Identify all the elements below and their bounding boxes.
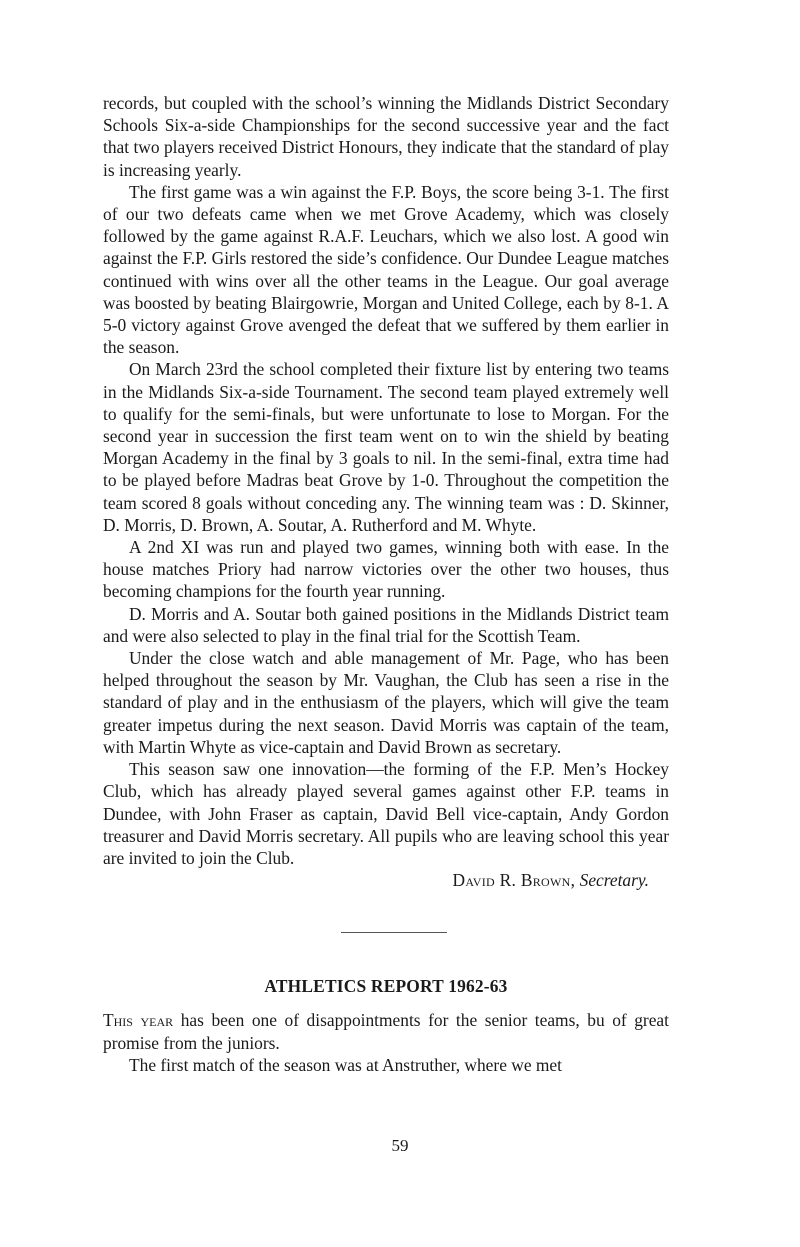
athletics-paragraph-1 xyxy=(103,1009,669,1053)
hockey-paragraph-5: D. Morris and A. Soutar both gained positions in the Midlands District team and were also selected to play in the final trial for the Scottish Team. xyxy=(103,603,669,646)
athletics-lead-caps: This year xyxy=(103,1010,174,1031)
hockey-paragraph-1: records, but coupled with the school’s winning the Midlands District Secondary Schools Six-a-side Championships for the second successive year and the fact that two players received District Honours, they indicate that the standard of play is increasing yearly. xyxy=(103,93,669,180)
hockey-paragraph-7: This season saw one innovation—the forming of the F.P. Men’s Hockey Club, which has already played several games against other F.P. teams in Dundee, with John Fraser as captain, David Bell vice-captain, Andy Gordon treasurer and David Morris secretary. All pupils who are leaving school this year are invited to join the Club. xyxy=(103,759,669,868)
hockey-report-section xyxy=(103,92,669,891)
section-divider xyxy=(341,932,447,933)
hockey-paragraph-4: A 2nd XI was run and played two games, winning both with ease. In the house matches Priory had narrow victories over the other two houses, thus becoming champions for the fourth year running. xyxy=(103,537,669,602)
hockey-paragraph-6: Under the close watch and able management of Mr. Page, who has been helped throughout the season by Mr. Vaughan, the Club has seen a rise in the standard of play and in the enthusiasm of the players, which will give the team greater impetus during the next season. David Morris was captain of the team, with Martin Whyte as vice-captain and David Brown as secretary. xyxy=(103,648,669,757)
hockey-paragraph-3: On March 23rd the school completed their fixture list by entering two teams in the Midlands Six-a-side Tournament. The second team played extremely well to qualify for the semi-finals, but were unfortunate to lose to Morgan. For the second year in succession the first team went on to win the shield by beating Morgan Academy in the final by 3 goals to nil. In the semi-final, extra time had to be played before Madras beat Grove by 1-0. Throughout the competition the team scored 8 goals without conceding any. The winning team was : D. Skinner, D. Morris, D. Brown, A. Soutar, A. Rutherford and M. Whyte. xyxy=(103,359,669,535)
page-number: 59 xyxy=(391,1136,409,1155)
athletics-lead-text: has been one of disappointments for the senior teams, bu of great promise from the juniors. xyxy=(103,1010,669,1053)
athletics-paragraph-2: The first match of the season was at Anstruther, where we met xyxy=(129,1054,562,1075)
signature-name: David R. Brown, xyxy=(452,870,576,891)
signature xyxy=(103,869,669,891)
signature-role: Secretary. xyxy=(579,870,649,891)
athletics-report-section xyxy=(103,1009,669,1076)
report-page xyxy=(103,92,669,1076)
hockey-paragraph-2: The first game was a win against the F.P. Boys, the score being 3-1. The first of our two defeats came when we met Grove Academy, which was closely followed by the game against R.A.F. Leuchars, which we also lost. A good win against the F.P. Girls restored the side’s confidence. Our Dundee League matches continued with wins over all the other teams in the League. Our goal average was boosted by beating Blairgowrie, Morgan and United College, each by 8-1. A 5-0 victory against Grove avenged the defeat that we suffered by them earlier in the season. xyxy=(103,181,669,358)
athletics-heading: ATHLETICS REPORT 1962-63 xyxy=(264,976,508,997)
